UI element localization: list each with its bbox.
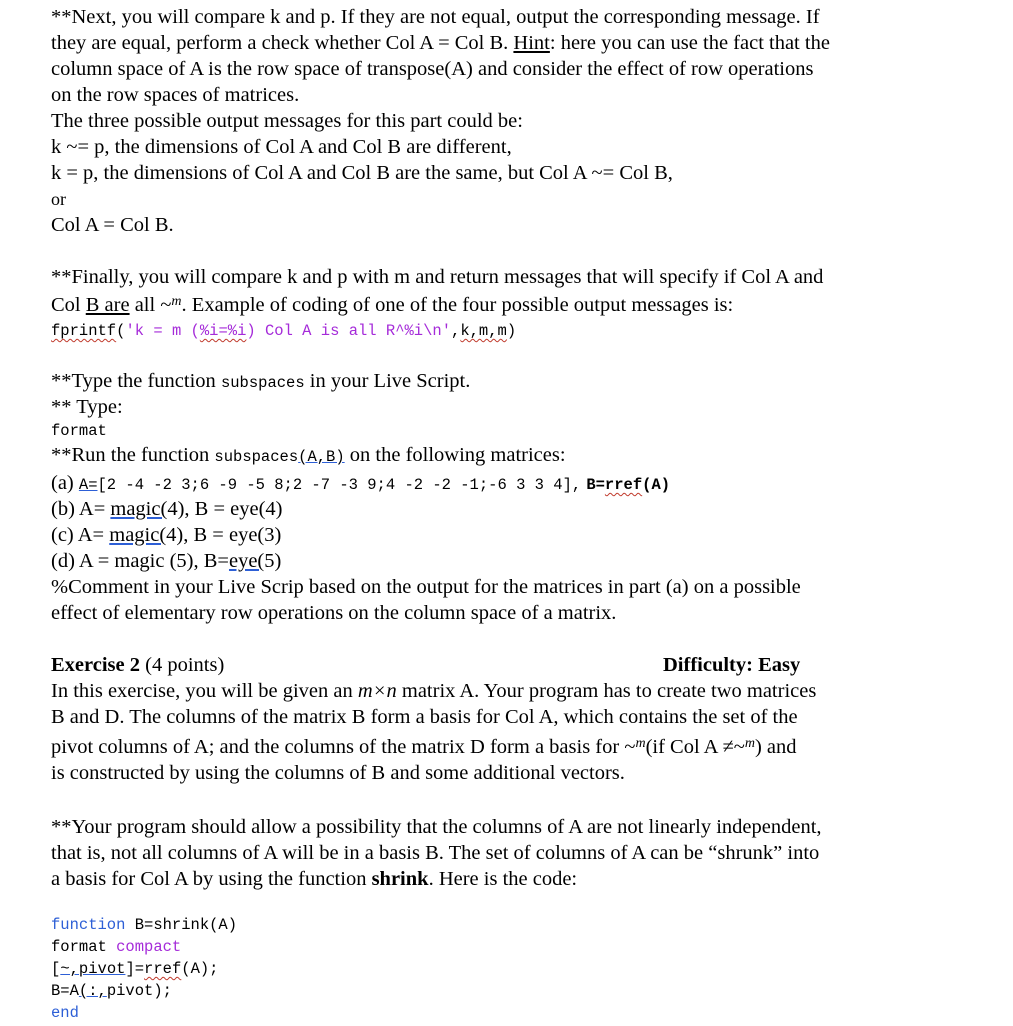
- exercise-heading: Exercise 2 (4 points): [51, 654, 225, 676]
- code-line: function B=shrink(A): [51, 916, 238, 934]
- matrix-a-line: (a) A=[2 -4 -2 3;6 -9 -5 8;2 -7 -3 9;4 -2 -2 -1;-6 3 3 4], B=rref(A): [51, 472, 671, 494]
- text-line: (b) A= magic(4), B = eye(4): [51, 498, 283, 520]
- text-line: (d) A = magic (5), B=eye(5): [51, 550, 282, 572]
- format-code: format: [51, 422, 107, 440]
- text-line: ** Type:: [51, 396, 123, 418]
- difficulty-label: Difficulty: Easy: [663, 654, 801, 676]
- text-line: on the row spaces of matrices.: [51, 84, 300, 106]
- text-line: that is, not all columns of A will be in a basis B. The set of columns of A can be “shrunk” into: [51, 842, 820, 864]
- text-line: The three possible output messages for this part could be:: [51, 110, 523, 132]
- hint-label: Hint: [513, 32, 550, 54]
- text-line: **Your program should allow a possibility that the columns of A are not linearly independent,: [51, 816, 822, 838]
- text-line: they are equal, perform a check whether Col A = Col B. Hint: here you can use the fact that the: [51, 32, 830, 54]
- text-line: (c) A= magic(4), B = eye(3): [51, 524, 282, 546]
- text-line: **Next, you will compare k and p. If they are not equal, output the corresponding message. If: [51, 6, 820, 28]
- text-line: %Comment in your Live Scrip based on the output for the matrices in part (a) on a possible: [51, 576, 801, 598]
- text-line: k ~= p, the dimensions of Col A and Col B are different,: [51, 136, 512, 158]
- text-line: effect of elementary row operations on the column space of a matrix.: [51, 602, 617, 624]
- code-line: [~,pivot]=rref(A);: [51, 960, 219, 978]
- fprintf-code: fprintf('k = m (%i=%i) Col A is all R^%i\n',k,m,m): [51, 322, 517, 340]
- text-line: column space of A is the row space of transpose(A) and consider the effect of row operations: [51, 58, 814, 80]
- text-line: or: [51, 189, 66, 209]
- text-line: a basis for Col A by using the function shrink. Here is the code:: [51, 868, 578, 890]
- text-line: Col A = Col B.: [51, 214, 174, 236]
- text-line: **Run the function subspaces(A,B) on the following matrices:: [51, 444, 566, 466]
- code-line: format compact: [51, 938, 182, 956]
- text-line: **Finally, you will compare k and p with m and return messages that will specify if Col A and: [51, 266, 824, 288]
- text-line: B and D. The columns of the matrix B form a basis for Col A, which contains the set of the: [51, 706, 798, 728]
- code-line: end: [51, 1004, 79, 1022]
- text-line: Col B are all ~$^m$. Example of coding of one of the four possible output messages is:: [51, 294, 734, 316]
- text-line: **Type the function subspaces in your Live Script.: [51, 370, 471, 392]
- code-line: B=A(:,pivot);: [51, 982, 172, 1000]
- text-line: is constructed by using the columns of B and some additional vectors.: [51, 762, 625, 784]
- text-line: k = p, the dimensions of Col A and Col B are the same, but Col A ~= Col B,: [51, 162, 673, 184]
- text-line: pivot columns of A; and the columns of the matrix D form a basis for ~$^m$(if Col A ≠~$^m$) and: [51, 736, 797, 758]
- text-line: In this exercise, you will be given an m×n matrix A. Your program has to create two matrices: [51, 680, 817, 702]
